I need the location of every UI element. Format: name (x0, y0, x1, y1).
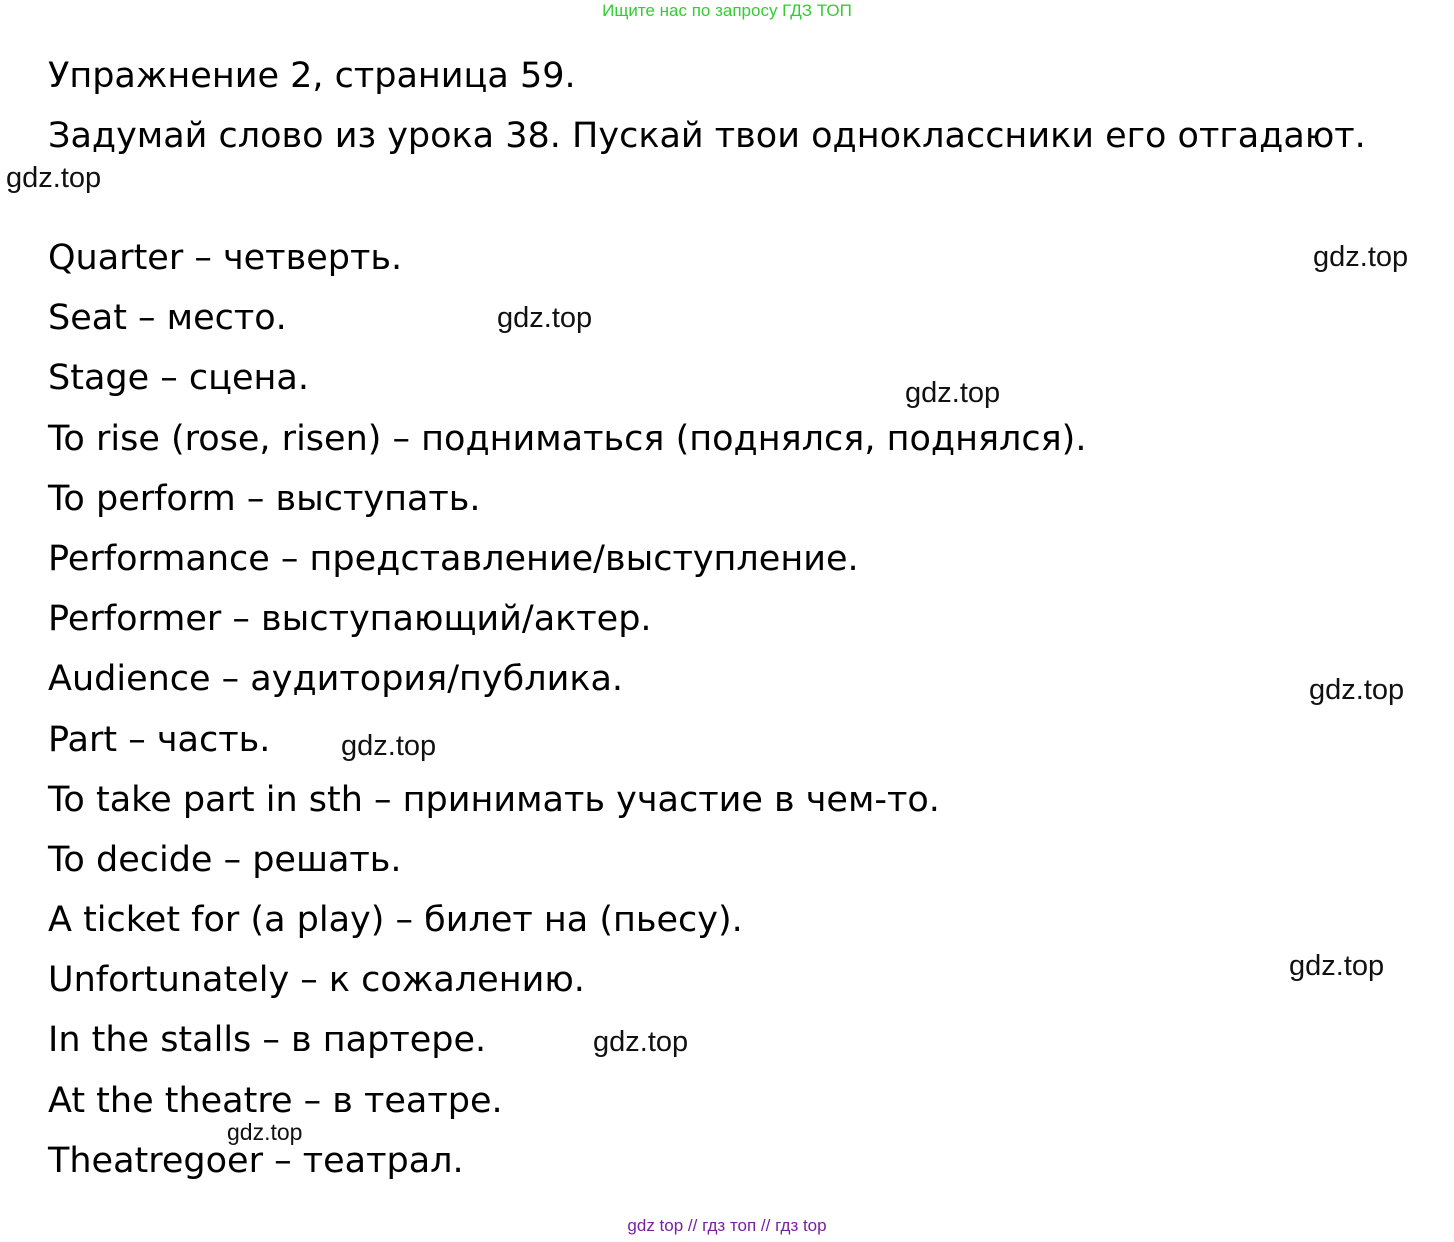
top-banner: Ищите нас по запросу ГДЗ ТОП (602, 1, 852, 20)
vocab-item: Part – часть. (48, 719, 271, 760)
vocab-item: Unfortunately – к сожалению. (48, 960, 585, 1001)
vocab-item: To take part in sth – принимать участие в чем-то. (48, 779, 940, 820)
watermark: gdz.top (1313, 241, 1409, 273)
vocab-item: Seat – место. (48, 298, 287, 339)
exercise-title: Упражнение 2, страница 59. (48, 56, 576, 96)
watermark: gdz.top (6, 162, 102, 194)
vocab-item: In the stalls – в партере. (48, 1020, 487, 1061)
watermark: gdz.top (905, 377, 1001, 409)
vocab-item: Audience – аудитория/публика. (48, 659, 624, 700)
vocab-item: To perform – выступать. (48, 478, 481, 519)
watermark: gdz.top (1309, 674, 1405, 706)
vocab-item: Quarter – четверть. (48, 238, 403, 278)
vocab-item: Theatregoer – театрал. (48, 1140, 464, 1181)
footer-links: gdz top // гдз топ // гдз top (627, 1216, 827, 1235)
vocab-item: Performer – выступающий/актер. (48, 599, 652, 640)
vocab-item: At the theatre – в театре. (48, 1080, 503, 1121)
vocab-item: Performance – представление/выступление. (48, 538, 859, 579)
watermark: gdz.top (497, 302, 593, 334)
watermark: gdz.top (593, 1026, 689, 1058)
watermark: gdz.top (1289, 950, 1385, 982)
vocab-item: To rise (rose, risen) – подниматься (поднялся, поднялся). (48, 418, 1087, 459)
vocab-item: A ticket for (a play) – билет на (пьесу). (48, 900, 743, 941)
vocab-item: Stage – сцена. (48, 358, 309, 399)
watermark: gdz.top (227, 1119, 303, 1145)
vocab-item: To decide – решать. (48, 839, 402, 880)
watermark: gdz.top (341, 730, 437, 762)
task-text: Задумай слово из урока 38. Пускай твои одноклассники его отгадают. (48, 116, 1366, 156)
